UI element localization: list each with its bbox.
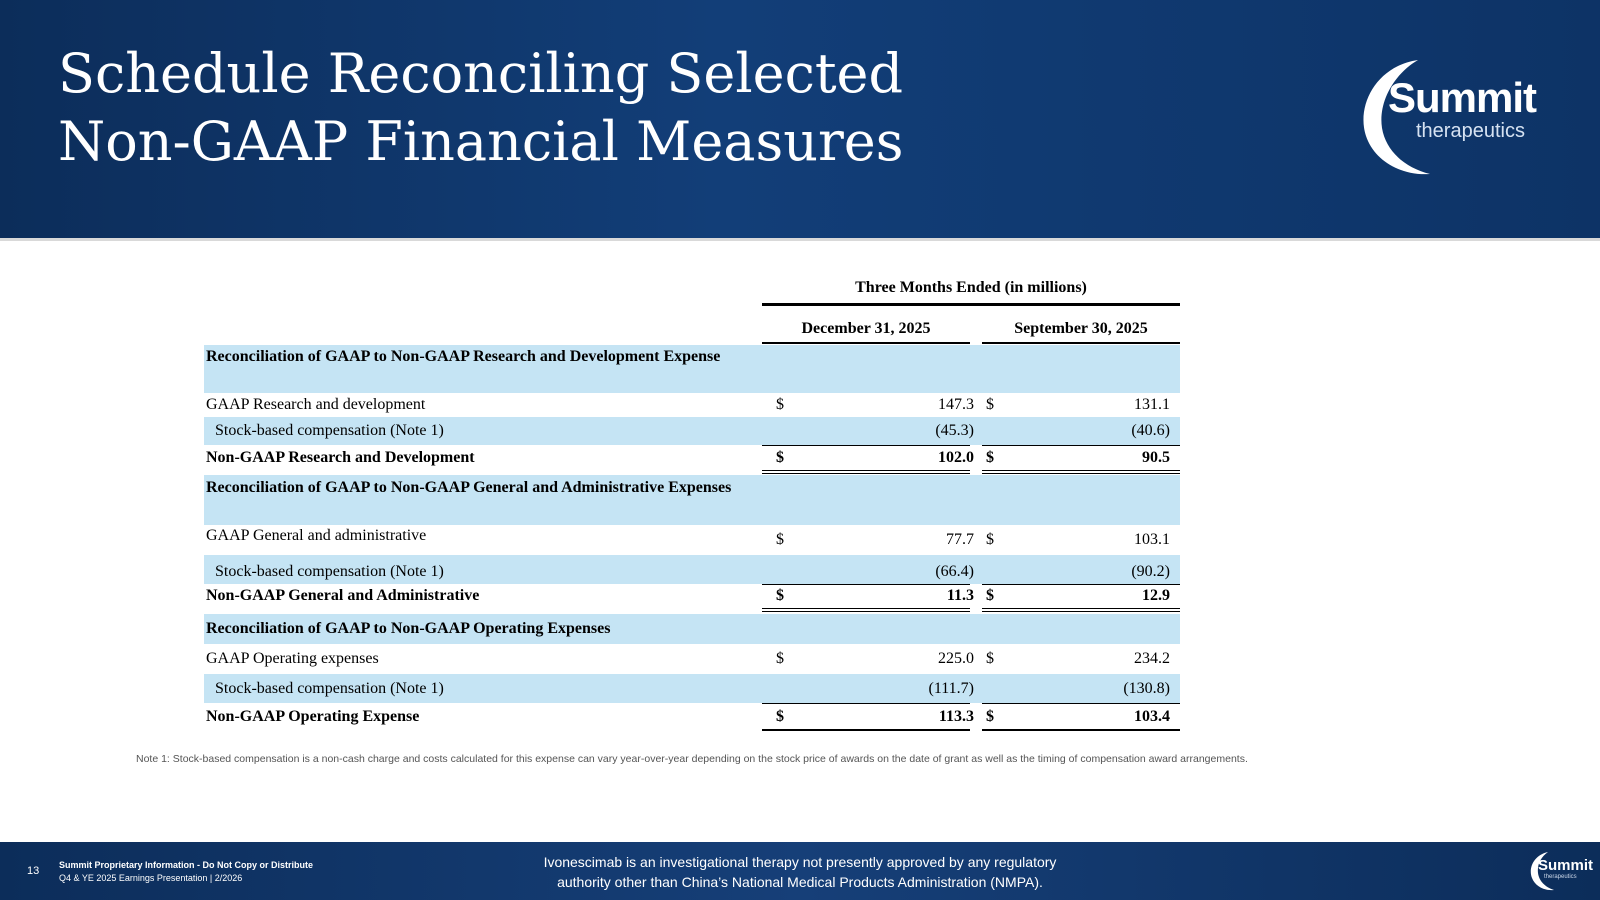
row-label: GAAP Research and development — [206, 396, 426, 413]
logo-word: Summit — [1538, 857, 1594, 874]
summit-logo-small — [1528, 850, 1592, 892]
underline — [982, 729, 1180, 731]
page-number: 13 — [27, 865, 40, 877]
section-header-rd — [204, 345, 1180, 393]
table-row-gaap-rd — [204, 393, 1180, 417]
slide-footer — [0, 842, 1600, 900]
footnote: Note 1: Stock-based compensation is a non-cash charge and costs calculated for this expense can vary year-over-year depending on the stock price of awards on the date of grant as well as the timing of compensation award arrangements. — [136, 753, 1248, 765]
currency-symbol: $ — [986, 396, 994, 413]
table-row-sbc-ga — [204, 555, 1180, 584]
value-sep: (40.6) — [1131, 422, 1170, 439]
currency-symbol: $ — [776, 708, 784, 725]
currency-symbol: $ — [986, 587, 994, 604]
summit-logo — [1356, 56, 1556, 180]
regulatory-disclaimer — [470, 852, 1130, 892]
value-dec: (111.7) — [928, 680, 974, 697]
table-row-sbc-rd — [204, 417, 1180, 445]
section-label: Reconciliation of GAAP to Non-GAAP Operating Expenses — [206, 620, 611, 637]
value-dec: 11.3 — [946, 587, 974, 604]
double-underline — [982, 608, 1180, 612]
proprietary-notice: Summit Proprietary Information - Do Not Copy or Distribute — [59, 860, 314, 870]
title-line-2: Non-GAAP Financial Measures — [58, 110, 904, 173]
currency-symbol: $ — [776, 396, 784, 413]
table-row-sbc-op — [204, 674, 1180, 703]
section-label: Reconciliation of GAAP to Non-GAAP General and Administrative Expenses — [206, 479, 732, 496]
value-dec: 147.3 — [938, 396, 974, 413]
double-underline — [762, 608, 970, 612]
value-dec: 225.0 — [938, 650, 974, 667]
value-dec: (66.4) — [935, 563, 974, 580]
value-sep: 103.4 — [1134, 708, 1170, 725]
table-row-total-ga — [204, 585, 1180, 609]
currency-symbol: $ — [776, 531, 784, 548]
currency-symbol: $ — [776, 650, 784, 667]
logo-subtitle: therapeutics — [1544, 874, 1577, 880]
page-title — [58, 40, 903, 176]
row-label: Stock-based compensation (Note 1) — [215, 422, 444, 439]
currency-symbol: $ — [986, 708, 994, 725]
section-header-op — [204, 614, 1180, 644]
value-dec: (45.3) — [935, 422, 974, 439]
logo-subtitle: therapeutics — [1416, 120, 1525, 142]
row-label: Stock-based compensation (Note 1) — [215, 680, 444, 697]
value-sep: 12.9 — [1142, 587, 1170, 604]
value-sep: (130.8) — [1123, 680, 1170, 697]
value-sep: 90.5 — [1142, 449, 1170, 466]
value-sep: 131.1 — [1134, 396, 1170, 413]
column-header-dec-2025: December 31, 2025 — [762, 320, 970, 344]
value-dec: 102.0 — [938, 449, 974, 466]
disclaimer-line-1: Ivonescimab is an investigational therapy not presently approved by any regulatory — [543, 854, 1057, 870]
title-line-1: Schedule Reconciling Selected — [58, 42, 904, 105]
row-label: GAAP General and administrative — [206, 527, 427, 544]
currency-symbol: $ — [986, 449, 994, 466]
row-label: Non-GAAP General and Administrative — [206, 587, 480, 604]
value-sep: 103.1 — [1134, 531, 1170, 548]
logo-word: Summit — [1388, 74, 1537, 121]
presentation-info: Q4 & YE 2025 Earnings Presentation | 2/2026 — [59, 873, 243, 883]
section-label: Reconciliation of GAAP to Non-GAAP Research and Development Expense — [206, 348, 721, 365]
double-underline — [982, 470, 1180, 474]
disclaimer-line-2: authority other than China’s National Medical Products Administration (NMPA). — [557, 874, 1043, 890]
section-header-ga — [204, 475, 1180, 525]
table-row-total-rd — [204, 446, 1180, 470]
table-row-gaap-ga — [204, 525, 1180, 555]
value-sep: 234.2 — [1134, 650, 1170, 667]
table-row-gaap-op — [204, 644, 1180, 674]
row-label: Stock-based compensation (Note 1) — [215, 563, 444, 580]
currency-symbol: $ — [986, 650, 994, 667]
double-underline — [762, 470, 970, 474]
underline — [762, 729, 970, 731]
currency-symbol: $ — [776, 449, 784, 466]
row-label: Non-GAAP Research and Development — [206, 449, 475, 466]
currency-symbol: $ — [986, 531, 994, 548]
row-label: GAAP Operating expenses — [206, 650, 379, 667]
period-header: Three Months Ended (in millions) — [762, 279, 1180, 306]
row-label: Non-GAAP Operating Expense — [206, 708, 420, 725]
currency-symbol: $ — [776, 587, 784, 604]
value-dec: 77.7 — [946, 531, 974, 548]
value-sep: (90.2) — [1131, 563, 1170, 580]
column-header-sep-2025: September 30, 2025 — [982, 320, 1180, 344]
slide-header — [0, 0, 1600, 241]
table-row-total-op — [204, 704, 1180, 730]
value-dec: 113.3 — [938, 708, 974, 725]
